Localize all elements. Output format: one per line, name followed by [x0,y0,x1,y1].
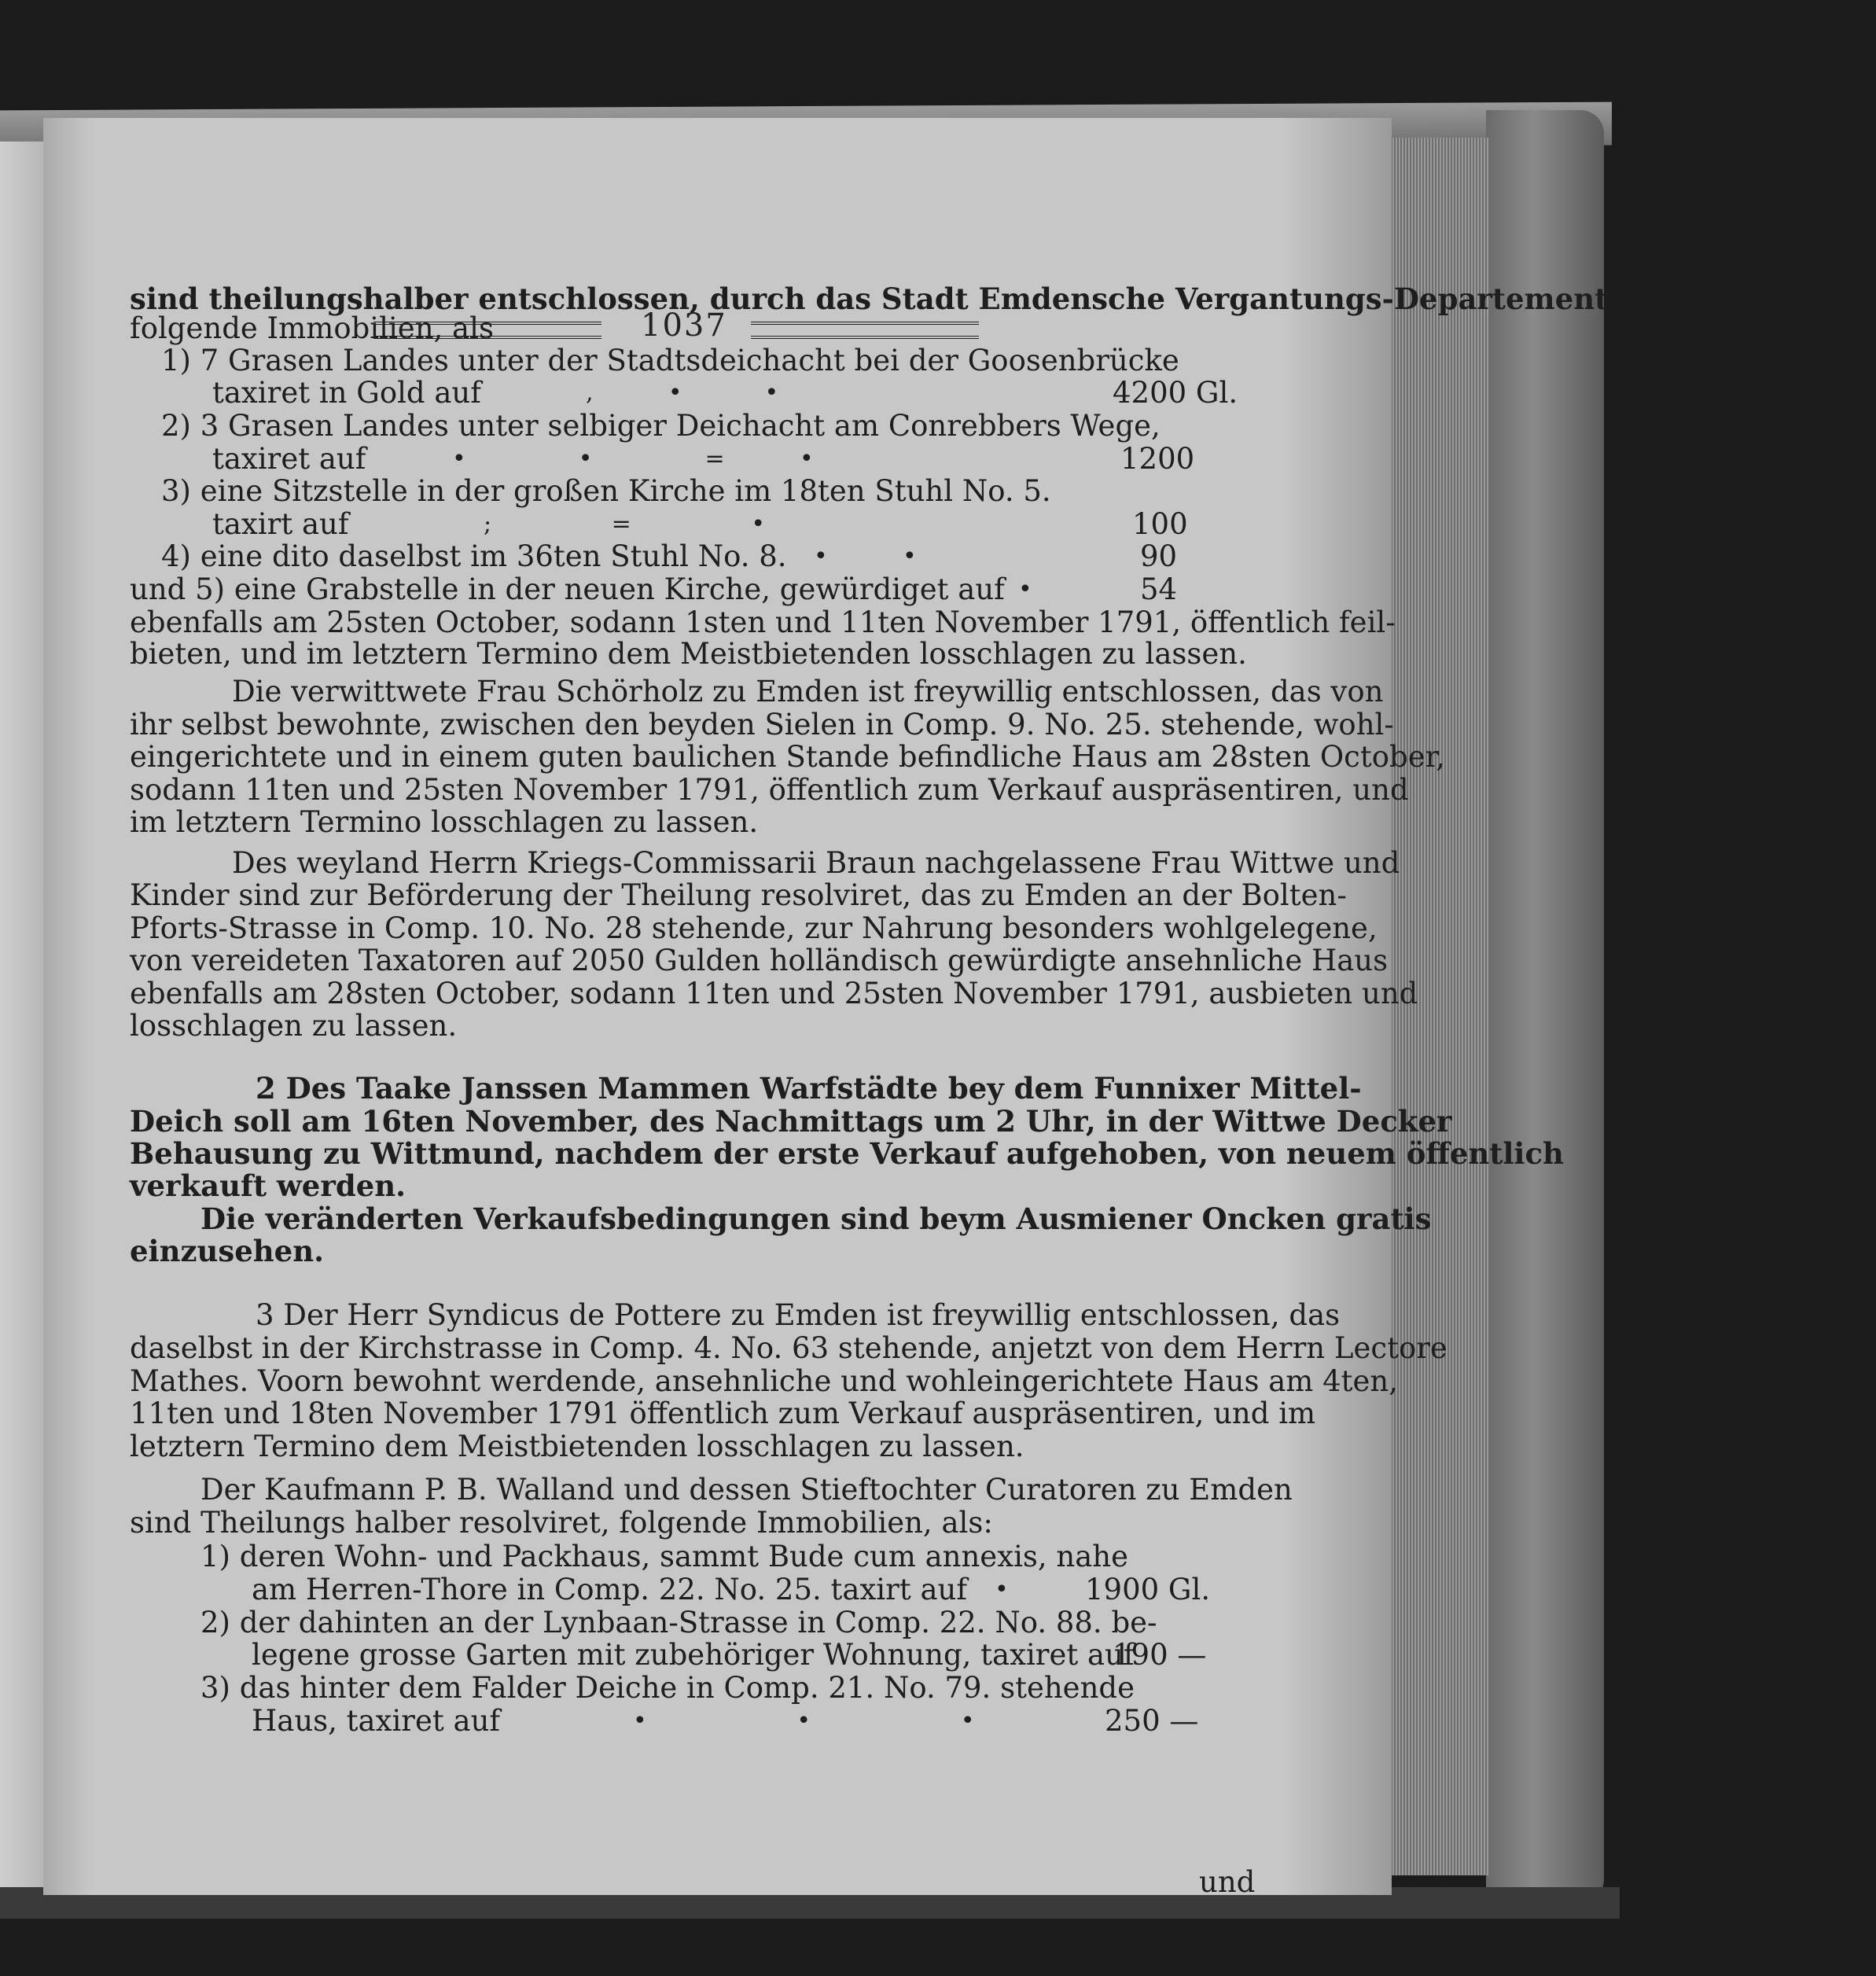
amount: 250 — [1105,1704,1199,1738]
leader-dots: • • = • [452,445,814,473]
amount: 1900 Gl. [1085,1573,1211,1606]
text-line: taxirt auf [212,507,349,541]
text-line: Die verwittwete Frau Schörholz zu Emden ist freywillig entschlossen, das von [232,675,1384,708]
leader-dots: • • [814,543,917,570]
leader-dots: • [1018,576,1032,603]
text-line: Behausung zu Wittmund, nachdem der erste Verkauf aufgehoben, von neuem öffentlich [130,1136,1564,1171]
text-line: und 5) eine Grabstelle in der neuen Kirche, gewürdiget auf [130,572,1005,606]
text-line: eingerichtete und in einem guten baulichen Stande befindliche Haus am 28sten October, [130,740,1445,774]
text-line: taxiret auf [212,442,366,476]
leader-dots: • • • [633,1707,975,1735]
amount: 4200 Gl. [1113,376,1238,410]
text-line: verkauft werden. [130,1168,406,1203]
text-line: von vereideten Taxatoren auf 2050 Gulden holländisch gewürdigte ansehnliche Haus [130,944,1389,977]
text-line: Haus, taxiret auf [252,1704,501,1738]
text-line: sind theilungshalber entschlossen, durch das Stadt Emdensche Vergantungs-Departement [130,281,1609,316]
header-rule-right [751,322,979,339]
text-line: bieten, und im letztern Termino dem Meistbietenden losschlagen zu lassen. [130,637,1247,671]
page-number: 1037 [641,307,727,344]
text-line: 3) das hinter dem Falder Deiche in Comp. 21. No. 79. stehende [200,1671,1135,1705]
text-line: Deich soll am 16ten November, des Nachmittags um 2 Uhr, in der Wittwe Decker [130,1104,1452,1139]
text-line: Kinder sind zur Beförderung der Theilung resolviret, das zu Emden an der Bolten- [130,878,1347,912]
book-spine [1486,110,1604,1903]
text-line: folgende Immobilien, als [130,311,494,345]
text-line: ebenfalls am 25sten October, sodann 1sten und 11ten November 1791, öffentlich feil- [130,605,1396,639]
leader-dots: , • • [586,379,779,407]
text-line: sodann 11ten und 25sten November 1791, öffentlich zum Verkauf auspräsentiren, und [130,773,1409,807]
text-line: ebenfalls am 28sten October, sodann 11ten und 25sten November 1791, ausbieten und [130,977,1418,1010]
text-line: ihr selbst bewohnte, zwischen den beyden Sielen in Comp. 9. No. 25. stehende, wohl- [130,708,1394,741]
text-line: 2) der dahinten an der Lynbaan-Strasse in Comp. 22. No. 88. be- [200,1606,1157,1639]
text-line: Die veränderten Verkaufsbedingungen sind beym Ausmiener Oncken gratis [200,1201,1432,1236]
left-page-edge [0,142,50,1895]
text-line: Des weyland Herrn Kriegs-Commissarii Braun nachgelassene Frau Wittwe und [232,846,1400,880]
text-line: Mathes. Voorn bewohnt werdende, ansehnliche und wohleingerichtete Haus am 4ten, [130,1364,1399,1398]
text-line: 4) eine dito daselbst im 36ten Stuhl No. 8. [161,539,787,573]
text-line: letztern Termino dem Meistbietenden losschlagen zu lassen. [130,1430,1024,1463]
amount: 1200 [1120,442,1195,476]
text-line: am Herren-Thore in Comp. 22. No. 25. taxirt auf [252,1573,968,1606]
text-line: Der Kaufmann P. B. Walland und dessen Stieftochter Curatoren zu Emden [200,1473,1293,1507]
text-line: 1) deren Wohn- und Packhaus, sammt Bude cum annexis, nahe [200,1540,1129,1573]
leader-dots: ; = • [484,510,766,538]
text-line: 3) eine Sitzstelle in der großen Kirche im 18ten Stuhl No. 5. [161,474,1051,508]
leader-dots: • [995,1576,1009,1603]
text-line: im letztern Termino losschlagen zu lassen. [130,805,759,839]
text-line: taxiret in Gold auf [212,376,481,410]
page [43,118,1609,1899]
text-line: legene grosse Garten mit zubehöriger Wohnung, taxiret auf [252,1638,1135,1672]
catchword: und [1199,1865,1256,1899]
amount: 190 — [1113,1638,1207,1672]
text-line: 2 Des Taake Janssen Mammen Warfstädte bey dem Funnixer Mittel- [256,1071,1362,1106]
text-line: Pforts-Strasse in Comp. 10. No. 28 stehende, zur Nahrung besonders wohlgelegene, [130,911,1378,945]
text-line: 1) 7 Grasen Landes unter der Stadtsdeichacht bei der Goosenbrücke [161,344,1179,377]
text-line: einzusehen. [130,1234,325,1268]
text-line: 11ten und 18ten November 1791 öffentlich zum Verkauf auspräsentiren, und im [130,1396,1316,1430]
amount: 100 [1132,507,1188,541]
text-line: 3 Der Herr Syndicus de Pottere zu Emden ist freywillig entschlossen, das [256,1298,1341,1332]
text-line: sind Theilungs halber resolviret, folgende Immobilien, als: [130,1506,993,1540]
text-line: daselbst in der Kirchstrasse in Comp. 4. No. 63 stehende, anjetzt von dem Herrn Lectore [130,1331,1447,1365]
amount: 90 [1140,539,1178,573]
amount: 54 [1140,572,1178,606]
text-line: losschlagen zu lassen. [130,1009,458,1043]
text-line: 2) 3 Grasen Landes unter selbiger Deichacht am Conrebbers Wege, [161,409,1161,443]
